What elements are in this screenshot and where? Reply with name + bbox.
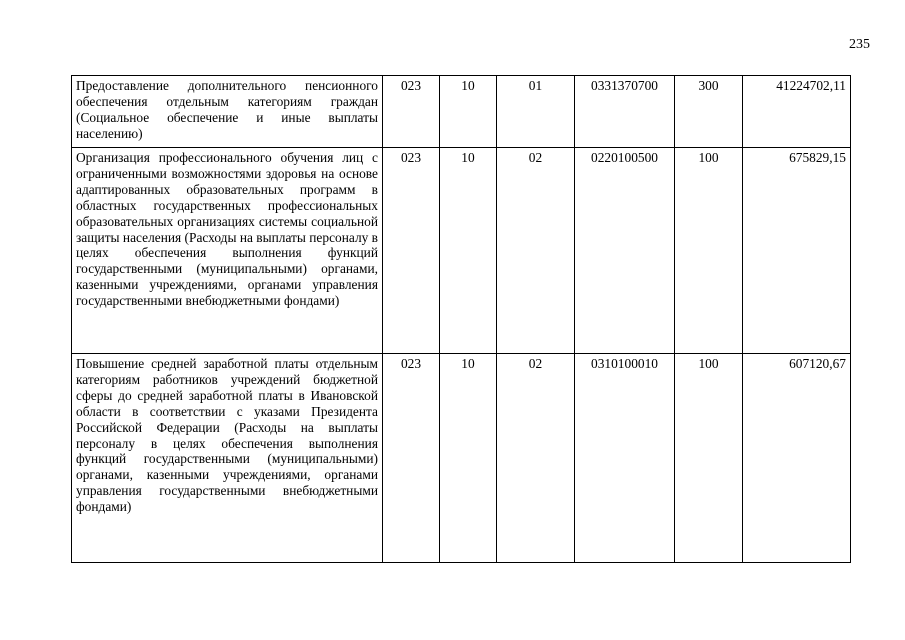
page-number: 235: [849, 37, 870, 52]
table-row: [72, 76, 851, 148]
ministry-code: 023: [383, 354, 440, 563]
subsection-code: 02: [497, 148, 575, 354]
section-code: 10: [440, 148, 497, 354]
amount-value: 675829,15: [743, 148, 851, 354]
section-code: 10: [440, 354, 497, 563]
expense-type-code: 300: [675, 76, 743, 148]
target-article-code: 0310100010: [575, 354, 675, 563]
subsection-code: 02: [497, 354, 575, 563]
table-row: [72, 148, 851, 354]
expense-type-code: 100: [675, 148, 743, 354]
expense-description: Предоставление дополнительного пенсионного обеспечения отдельным категориям граждан (Социальное обеспечение и иные выплаты населению): [72, 76, 383, 148]
expense-description: Повышение средней заработной платы отдельным категориям работников учреждений бюджетной сферы до средней заработной платы в Ивановской области в соответствии с указами Президента Российской Федерации (Расходы на выплаты персоналу в целях обеспечения выполнения функций государственными (муниципальными) органами, казенными учреждениями, органами управления государственными внебюджетными фондами): [72, 354, 383, 563]
ministry-code: 023: [383, 76, 440, 148]
amount-value: 607120,67: [743, 354, 851, 563]
subsection-code: 01: [497, 76, 575, 148]
target-article-code: 0220100500: [575, 148, 675, 354]
amount-value: 41224702,11: [743, 76, 851, 148]
budget-table: [71, 75, 851, 563]
expense-type-code: 100: [675, 354, 743, 563]
target-article-code: 0331370700: [575, 76, 675, 148]
section-code: 10: [440, 76, 497, 148]
table-row: [72, 354, 851, 563]
expense-description: Организация профессионального обучения лиц с ограниченными возможностями здоровья на основе адаптированных образовательных программ в областных государственных профессиональных образовательных организациях системы социальной защиты населения (Расходы на выплаты персоналу в целях обеспечения выполнения функций государственными (муниципальными) органами, казенными учреждениями, органами управления государственными внебюджетными фондами): [72, 148, 383, 354]
ministry-code: 023: [383, 148, 440, 354]
